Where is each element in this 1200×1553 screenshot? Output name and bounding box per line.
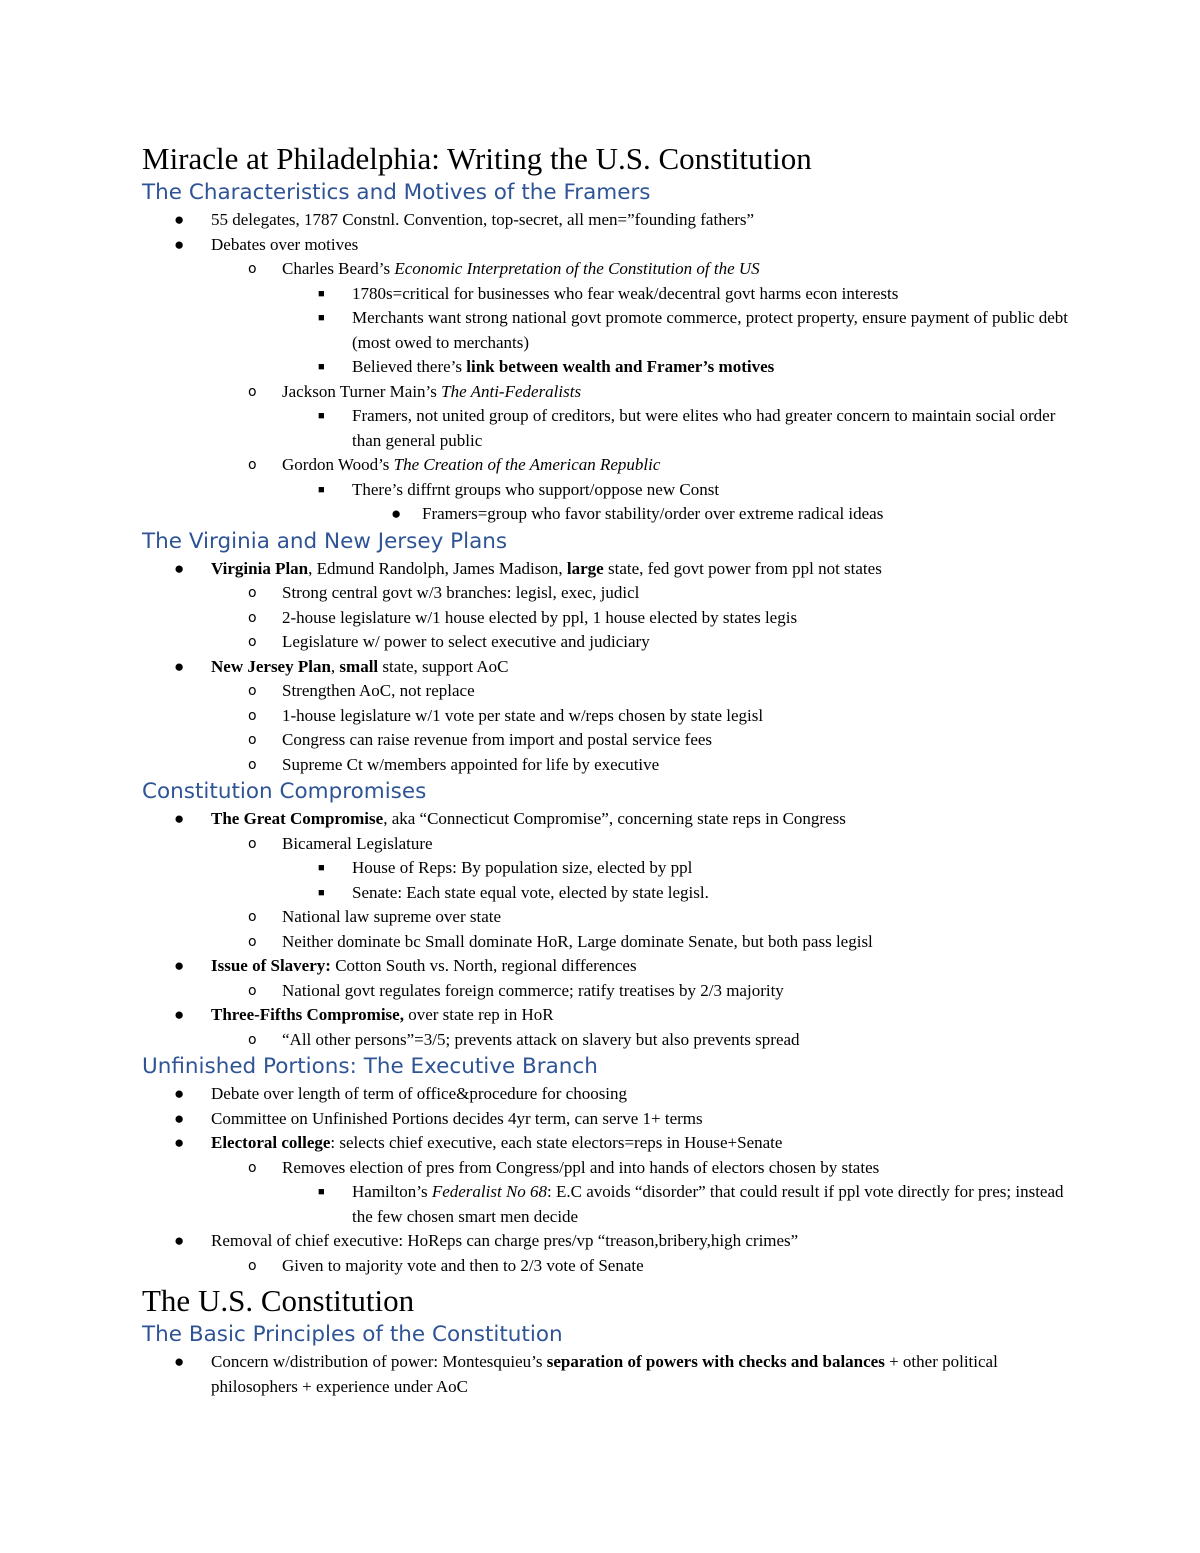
text-run: Merchants want strong national govt promote commerce, protect property, ensure payment of public debt (most owed to merchants) <box>352 308 1068 352</box>
text-run: : selects chief executive, each state electors=reps in House+Senate <box>330 1133 783 1152</box>
list-item <box>142 606 1072 631</box>
bullet-marker: o <box>248 683 257 699</box>
text-run: Gordon Wood’s <box>282 455 394 474</box>
text-run: Cotton South vs. North, regional differences <box>330 956 637 975</box>
list-item <box>142 208 1072 233</box>
list-item <box>142 881 1072 906</box>
bullet-marker: ● <box>174 809 185 828</box>
section-heading: Constitution Compromises <box>142 779 427 804</box>
text-run: Electoral college <box>211 1133 331 1152</box>
list-item <box>142 856 1072 881</box>
text-run: Congress can raise revenue from import and postal service fees <box>282 730 713 749</box>
list-item <box>142 728 1072 753</box>
text-run: small <box>339 656 379 676</box>
text-run: National govt regulates foreign commerce; ratify treatises by 2/3 majority <box>282 980 784 1000</box>
text-run: “All other persons”=3/5; prevents attack on slavery but also prevents spread <box>282 1029 800 1049</box>
list-item <box>142 478 1072 503</box>
text-run: state, fed govt power from ppl not states <box>603 558 882 578</box>
list-item <box>142 380 1072 405</box>
text-run: , aka “Connecticut Compromise”, concerning state reps in Congress <box>383 809 846 828</box>
list-item <box>142 282 1072 307</box>
text-run: Senate: Each state equal vote, elected by state legisl. <box>352 882 709 902</box>
list-item <box>142 905 1072 930</box>
list-item <box>142 502 1072 527</box>
text-run: Removes election of pres from Congress/ppl and into hands of electors chosen by states <box>282 1157 880 1177</box>
list-item <box>142 832 1072 857</box>
text-run: New Jersey Plan <box>211 656 331 676</box>
list-item <box>142 355 1072 380</box>
bullet-marker: o <box>248 732 257 748</box>
bullet-marker: o <box>248 609 257 626</box>
text-run: Concern w/distribution of power: Montesquieu’s <box>211 1352 547 1371</box>
bullet-list <box>142 208 1072 527</box>
text-run: House of Reps: By population size, elected by ppl <box>352 858 693 877</box>
text-run: : E.C avoids “disorder” that could result if ppl vote directly for pres; instead the few chosen smart men decide <box>352 1182 1064 1226</box>
text-run: 55 delegates, 1787 Constnl. Convention, top-secret, all men=”founding fathers” <box>211 210 755 229</box>
text-run: Debates over motives <box>211 234 359 254</box>
bullet-marker: ● <box>174 558 185 578</box>
list-item <box>142 1082 1072 1107</box>
bullet-marker: ● <box>174 1352 185 1371</box>
bullet-marker: ■ <box>318 1186 325 1198</box>
bullet-marker: o <box>248 261 257 277</box>
bullet-marker: ■ <box>318 361 325 373</box>
bullet-list <box>142 1350 1072 1399</box>
text-run: 1-house legislature w/1 vote per state and w/reps chosen by state legisl <box>282 705 764 725</box>
list-item <box>142 404 1072 453</box>
text-run: , <box>330 656 340 676</box>
bullet-marker: o <box>248 756 257 773</box>
bullet-marker: ● <box>174 1084 185 1103</box>
section-heading: The Virginia and New Jersey Plans <box>142 528 508 554</box>
list-item <box>142 233 1072 258</box>
list-item <box>142 679 1072 704</box>
bullet-marker: o <box>248 383 257 400</box>
list-item <box>142 557 1072 582</box>
text-run: The Great Compromise <box>211 809 384 828</box>
text-run: 1780s=critical for businesses who fear weak/decentral govt harms econ interests <box>352 283 899 303</box>
list-item <box>142 979 1072 1004</box>
text-run: state, support AoC <box>378 656 509 676</box>
bullet-marker: ■ <box>318 312 325 324</box>
bullet-marker: ● <box>174 956 185 975</box>
text-run: Hamilton’s <box>352 1182 432 1201</box>
bullet-marker: ■ <box>318 483 325 496</box>
list-item <box>142 453 1072 478</box>
bullet-marker: ■ <box>318 410 325 422</box>
text-run: Legislature w/ power to select executive and judiciary <box>282 632 650 651</box>
list-item <box>142 1350 1072 1399</box>
bullet-marker: ● <box>174 656 185 676</box>
bullet-marker: ● <box>174 210 185 229</box>
text-run: large <box>566 558 604 578</box>
list-item <box>142 753 1072 778</box>
text-run: The Anti-Federalists <box>441 381 582 401</box>
text-run: Jackson Turner Main’s <box>282 381 442 401</box>
bullet-marker: o <box>248 1257 257 1274</box>
text-run: Economic Interpretation of the Constitution of the US <box>394 259 760 278</box>
text-run: Strong central govt w/3 branches: legisl, exec, judicl <box>282 583 640 602</box>
bullet-marker: o <box>248 457 257 473</box>
list-item <box>142 1003 1072 1028</box>
list-item <box>142 930 1072 955</box>
bullet-marker: o <box>248 835 257 852</box>
text-run: Supreme Ct w/members appointed for life by executive <box>282 754 660 774</box>
text-run: National law supreme over state <box>282 907 502 926</box>
bullet-marker: ● <box>174 1108 185 1128</box>
bullet-list <box>142 557 1072 778</box>
section-heading: Unfinished Portions: The Executive Branch <box>142 1054 598 1079</box>
text-run: over state rep in HoR <box>403 1005 554 1024</box>
bullet-marker: o <box>248 982 257 999</box>
text-run: Framers=group who favor stability/order over extreme radical ideas <box>422 504 884 523</box>
text-run: Removal of chief executive: HoReps can charge pres/vp “treason,bribery,high crimes” <box>211 1231 799 1250</box>
text-run: separation of powers with checks and balances <box>546 1352 885 1371</box>
section-heading: The Characteristics and Motives of the Framers <box>142 180 651 205</box>
bullet-marker: o <box>248 585 257 601</box>
list-item <box>142 807 1072 832</box>
bullet-marker: o <box>248 634 257 650</box>
bullet-marker: ● <box>174 1133 185 1152</box>
bullet-marker: ■ <box>318 886 325 899</box>
text-run: Three-Fifths Compromise, <box>211 1005 404 1024</box>
text-run: Framers, not united group of creditors, but were elites who had greater concern to maintain social order than general public <box>352 406 1056 450</box>
text-run: Believed there’s <box>352 357 467 376</box>
bullet-marker: ● <box>174 234 185 254</box>
text-run: Given to majority vote and then to 2/3 vote of Senate <box>282 1255 644 1275</box>
list-item <box>142 1028 1072 1053</box>
bullet-marker: o <box>248 909 257 925</box>
list-item <box>142 306 1072 355</box>
text-run: Charles Beard’s <box>282 259 395 278</box>
list-item <box>142 581 1072 606</box>
bullet-list <box>142 1082 1072 1278</box>
text-run: Strengthen AoC, not replace <box>282 681 475 700</box>
text-run: , Edmund Randolph, James Madison, <box>308 558 567 578</box>
text-run: Neither dominate bc Small dominate HoR, Large dominate Senate, but both pass legisl <box>282 931 873 951</box>
bullet-marker: ■ <box>318 862 325 874</box>
text-run: Debate over length of term of office&procedure for choosing <box>211 1084 628 1103</box>
text-run: Virginia Plan <box>211 558 309 578</box>
list-item <box>142 257 1072 282</box>
text-run: Issue of Slavery: <box>211 956 331 975</box>
text-run: Committee on Unfinished Portions decides 4yr term, can serve 1+ terms <box>211 1108 703 1128</box>
list-item <box>142 704 1072 729</box>
list-item <box>142 1229 1072 1254</box>
document-body <box>142 140 1072 1399</box>
bullet-marker: o <box>248 707 257 724</box>
bullet-marker: ● <box>391 504 402 523</box>
text-run: link between wealth and Framer’s motives <box>466 357 775 376</box>
bullet-list <box>142 807 1072 1052</box>
list-item <box>142 655 1072 680</box>
list-item <box>142 1156 1072 1181</box>
list-item <box>142 954 1072 979</box>
bullet-marker: o <box>248 933 257 950</box>
text-run: There’s diffrnt groups who support/oppose new Const <box>352 479 720 499</box>
text-run: + other political philosophers + experience under AoC <box>211 1352 998 1396</box>
list-item <box>142 1107 1072 1132</box>
list-item <box>142 1180 1072 1229</box>
section-heading: The Basic Principles of the Constitution <box>142 1322 563 1347</box>
text-run: The Creation of the American Republic <box>393 455 661 474</box>
text-run: Federalist No 68 <box>431 1182 548 1201</box>
bullet-marker: ● <box>174 1231 185 1250</box>
bullet-marker: o <box>248 1031 257 1048</box>
list-item <box>142 630 1072 655</box>
document-title: The U.S. Constitution <box>142 1283 415 1318</box>
text-run: Bicameral Legislature <box>282 833 433 853</box>
bullet-marker: ■ <box>318 287 325 300</box>
text-run: 2-house legislature w/1 house elected by ppl, 1 house elected by states legis <box>282 607 798 627</box>
list-item <box>142 1131 1072 1156</box>
bullet-marker: o <box>248 1159 257 1176</box>
bullet-marker: ● <box>174 1005 185 1024</box>
list-item <box>142 1254 1072 1279</box>
document-title: Miracle at Philadelphia: Writing the U.S. Constitution <box>142 141 812 176</box>
